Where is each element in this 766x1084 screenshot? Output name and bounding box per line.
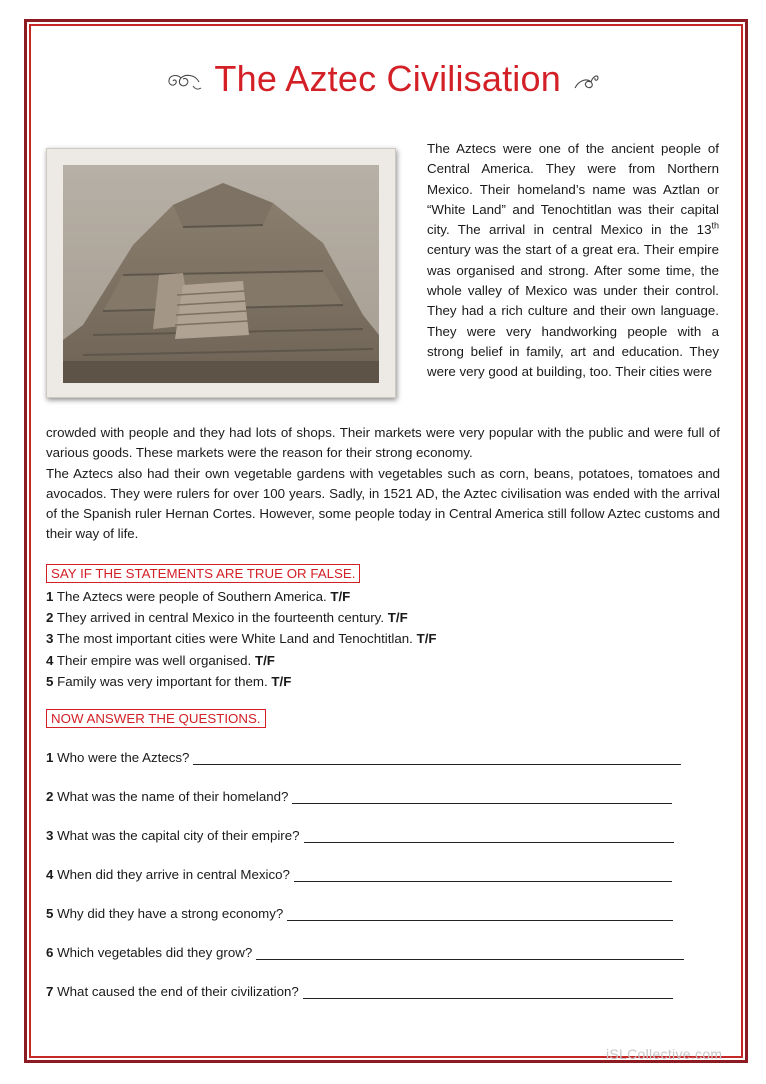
list-item: 1 The Aztecs were people of Southern America. T/F xyxy=(46,589,351,604)
answer-line[interactable] xyxy=(303,984,673,999)
second-paragraph: The Aztecs also had their own vegetable gardens with vegetables such as corn, beans, potatoes, tomatoes and avocados. They were rulers for over 100 years. Sadly, in 1521 AD, the Aztec civilisation was ended with the arrival of the Spanish ruler Hernan Cortes. However, some people today in Central America still follow Aztec customs and their way of life. xyxy=(46,465,720,542)
answer-line[interactable] xyxy=(193,750,681,765)
question-row: 2 What was the name of their homeland? xyxy=(46,789,672,804)
answer-line[interactable] xyxy=(256,945,684,960)
list-item: 3 The most important cities were White Land and Tenochtitlan. T/F xyxy=(46,631,437,647)
questions-heading: NOW ANSWER THE QUESTIONS. xyxy=(46,709,266,728)
answer-line[interactable] xyxy=(304,828,674,843)
true-false-choice[interactable]: T/F xyxy=(254,652,275,668)
question-row: 7 What caused the end of their civilization? xyxy=(46,984,673,999)
right-swirl-ornament-icon xyxy=(571,68,601,94)
question-row: 3 What was the capital city of their empire? xyxy=(46,828,674,843)
list-item: 5 Family was very important for them. T/F xyxy=(46,673,292,689)
page-title-row xyxy=(0,58,766,100)
question-row: 6 Which vegetables did they grow? xyxy=(46,945,684,960)
intro-paragraph-start: The Aztecs were one of the ancient people of Central America. They were from Northern Mexico. Their homeland’s name was Aztlan or “White Land” and Tenochtitlan was their capital city. The arrival in central Mexico in the 13 xyxy=(427,141,719,238)
intro-text-wrapped xyxy=(427,139,719,383)
answer-line[interactable] xyxy=(294,867,672,882)
true-false-choice[interactable]: T/F xyxy=(387,610,408,626)
true-false-choice[interactable]: T/F xyxy=(416,631,437,647)
ordinal-suffix: th xyxy=(711,220,719,231)
list-item: 4 Their empire was well organised. T/F xyxy=(46,652,275,668)
true-false-heading: SAY IF THE STATEMENTS ARE TRUE OR FALSE. xyxy=(46,564,360,583)
intro-paragraph-end: crowded with people and they had lots of shops. Their markets were very popular with the public and were full of various goods. These markets were the reason for their strong economy. xyxy=(46,425,720,461)
page-title: The Aztec Civilisation xyxy=(214,58,561,99)
true-false-list xyxy=(46,586,437,692)
pyramid-photo xyxy=(46,148,396,398)
intro-paragraph-continued: century was the start of a great era. Their empire was organised and strong. After some time, the whole valley of Mexico was under their control. They had a rich culture and their own language. They were very handworking people with a strong belief in family, art and education. They were very good at building, too. Their cities were xyxy=(427,242,719,380)
pyramid-of-the-sun-image xyxy=(63,165,379,383)
left-swirl-ornament-icon xyxy=(165,68,205,94)
list-item: 2 They arrived in central Mexico in the fourteenth century. T/F xyxy=(46,610,408,626)
true-false-choice[interactable]: T/F xyxy=(330,589,351,604)
answer-line[interactable] xyxy=(287,906,673,921)
intro-text-full-width xyxy=(46,423,720,545)
question-row: 5 Why did they have a strong economy? xyxy=(46,906,673,921)
question-row: 1 Who were the Aztecs? xyxy=(46,750,681,765)
true-false-choice[interactable]: T/F xyxy=(271,673,292,689)
question-row: 4 When did they arrive in central Mexico? xyxy=(46,867,672,882)
site-watermark: iSLCollective.com xyxy=(606,1046,723,1062)
answer-line[interactable] xyxy=(292,789,672,804)
